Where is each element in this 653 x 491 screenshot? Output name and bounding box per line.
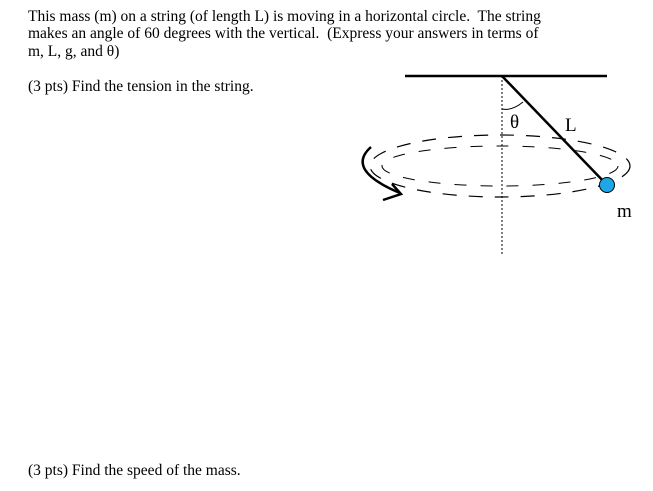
mass-label: m: [617, 201, 632, 222]
problem-line-2: makes an angle of 60 degrees with the vertical. (Express your answers in terms of: [28, 25, 539, 42]
angle-label: θ: [510, 112, 520, 133]
circular-path: [370, 135, 630, 197]
problem-line-3: m, L, g, and θ): [28, 43, 120, 60]
part1-question: (3 pts) Find the tension in the string.: [28, 78, 254, 95]
circular-path-inner: [382, 146, 618, 186]
angle-arc: [502, 102, 523, 109]
mass-ball: [600, 178, 615, 193]
problem-line-1: This mass (m) on a string (of length L) is moving in a horizontal circle. The string: [28, 8, 541, 25]
length-label: L: [565, 115, 577, 136]
part2-question: (3 pts) Find the speed of the mass.: [28, 462, 241, 479]
